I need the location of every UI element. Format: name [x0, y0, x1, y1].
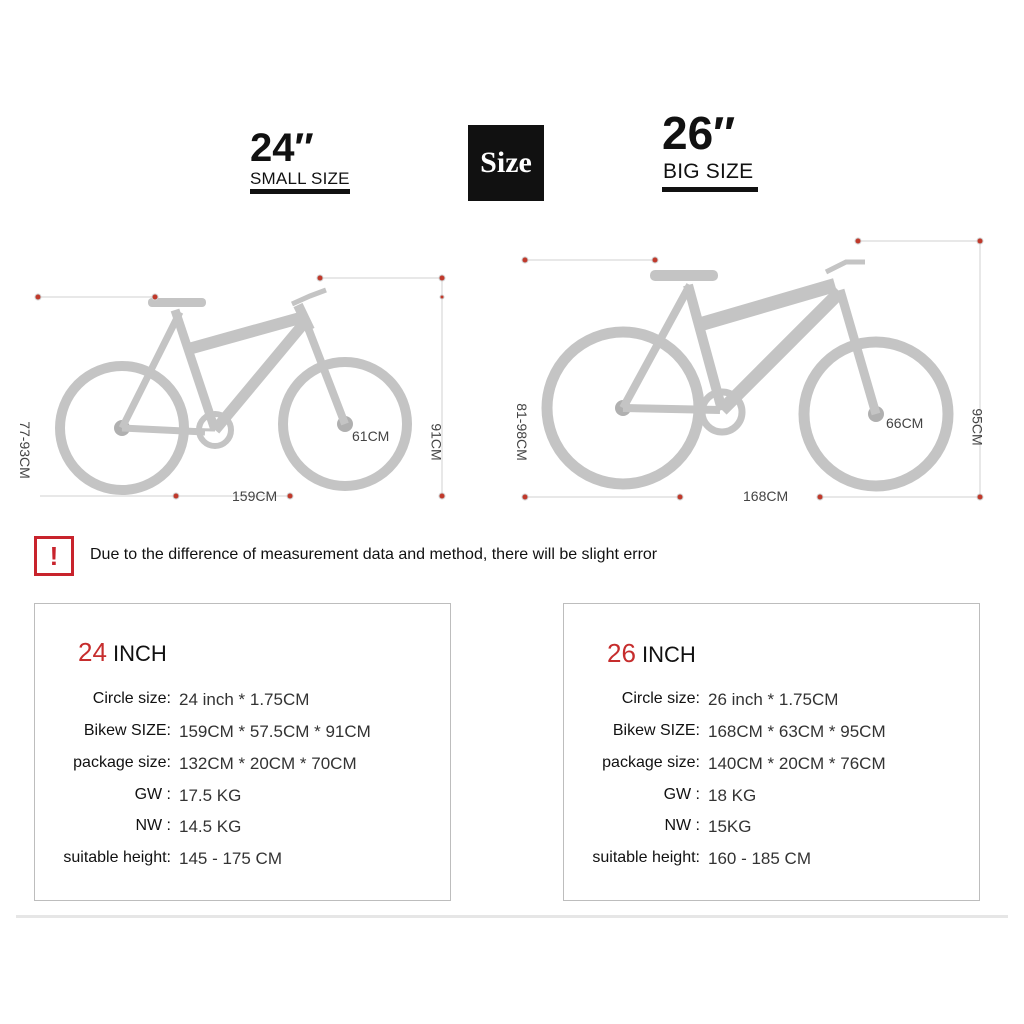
spec-label: Circle size: — [621, 690, 700, 707]
spec-label: GW : — [663, 786, 700, 803]
small-size-label: SMALL SIZE — [250, 169, 350, 188]
small-stand-height-label: 77-93CM — [16, 421, 33, 479]
spec-value: 26 inch * 1.75CM — [708, 690, 839, 709]
big-bike-illustration — [547, 262, 948, 486]
big-bike-dimensions — [522, 238, 983, 500]
spec-row — [564, 817, 751, 837]
spec-value: 159CM * 57.5CM * 91CM — [179, 722, 371, 741]
spec-label: NW : — [664, 817, 700, 834]
small-size-underline — [250, 189, 350, 194]
spec-row — [564, 786, 756, 806]
spec-row — [564, 722, 886, 742]
spec-value: 132CM * 20CM * 70CM — [179, 754, 357, 773]
spec-label: Circle size: — [92, 690, 171, 707]
spec-value: 18 KG — [708, 786, 757, 805]
big-size-underline — [662, 187, 758, 192]
size-heading-box: Size — [468, 125, 544, 201]
spec-label: package size: — [73, 754, 171, 771]
spec-label: Bikew SIZE: — [612, 722, 700, 739]
spec-value: 145 - 175 CM — [179, 849, 282, 868]
measurement-notice: Due to the difference of measurement data and method, there will be slight error — [90, 546, 658, 563]
spec-value: 160 - 185 CM — [708, 849, 811, 868]
spec-label: package size: — [602, 754, 700, 771]
spec-label: NW : — [135, 817, 171, 834]
big-stand-height-label: 81-98CM — [513, 403, 530, 461]
spec-value: 24 inch * 1.75CM — [179, 690, 310, 709]
spec-card-title — [607, 638, 696, 669]
spec-row — [35, 849, 282, 869]
warning-icon: ! — [34, 536, 74, 576]
spec-card-26 — [563, 603, 980, 901]
spec-row — [564, 690, 838, 710]
small-wheel-label: 61CM — [352, 428, 390, 444]
spec-row — [564, 849, 811, 869]
spec-row — [564, 754, 886, 774]
spec-label: suitable height: — [63, 849, 171, 866]
spec-value: 140CM * 20CM * 76CM — [708, 754, 886, 773]
spec-card-24 — [34, 603, 451, 901]
spec-value: 17.5 KG — [179, 786, 242, 805]
bottom-divider — [16, 915, 1008, 918]
spec-label: Bikew SIZE: — [83, 722, 171, 739]
small-size-title: 24″ — [250, 126, 314, 170]
small-bike-illustration — [60, 290, 407, 490]
spec-value: 168CM * 63CM * 95CM — [708, 722, 886, 741]
big-length-label: 168CM — [743, 488, 789, 504]
big-wheel-label: 66CM — [886, 415, 924, 431]
bike-diagrams — [0, 230, 1024, 520]
spec-title-number: 24 — [78, 637, 107, 667]
small-height-label: 91CM — [428, 423, 445, 461]
spec-value: 15KG — [708, 817, 752, 836]
big-size-title: 26″ — [662, 107, 736, 159]
spec-row — [35, 817, 241, 837]
small-bike-dimensions — [35, 275, 445, 499]
spec-label: suitable height: — [592, 849, 700, 866]
spec-card-title — [78, 637, 167, 668]
big-size-label: BIG SIZE — [663, 160, 754, 183]
spec-row — [35, 786, 241, 806]
spec-title-unit: INCH — [642, 642, 696, 667]
spec-title-unit: INCH — [113, 641, 167, 666]
spec-title-number: 26 — [607, 638, 636, 668]
big-height-label: 95CM — [969, 408, 986, 446]
spec-value: 14.5 KG — [179, 817, 242, 836]
small-length-label: 159CM — [232, 488, 278, 504]
spec-row — [35, 722, 371, 742]
spec-row — [35, 754, 357, 774]
spec-row — [35, 690, 309, 710]
spec-label: GW : — [134, 786, 171, 803]
